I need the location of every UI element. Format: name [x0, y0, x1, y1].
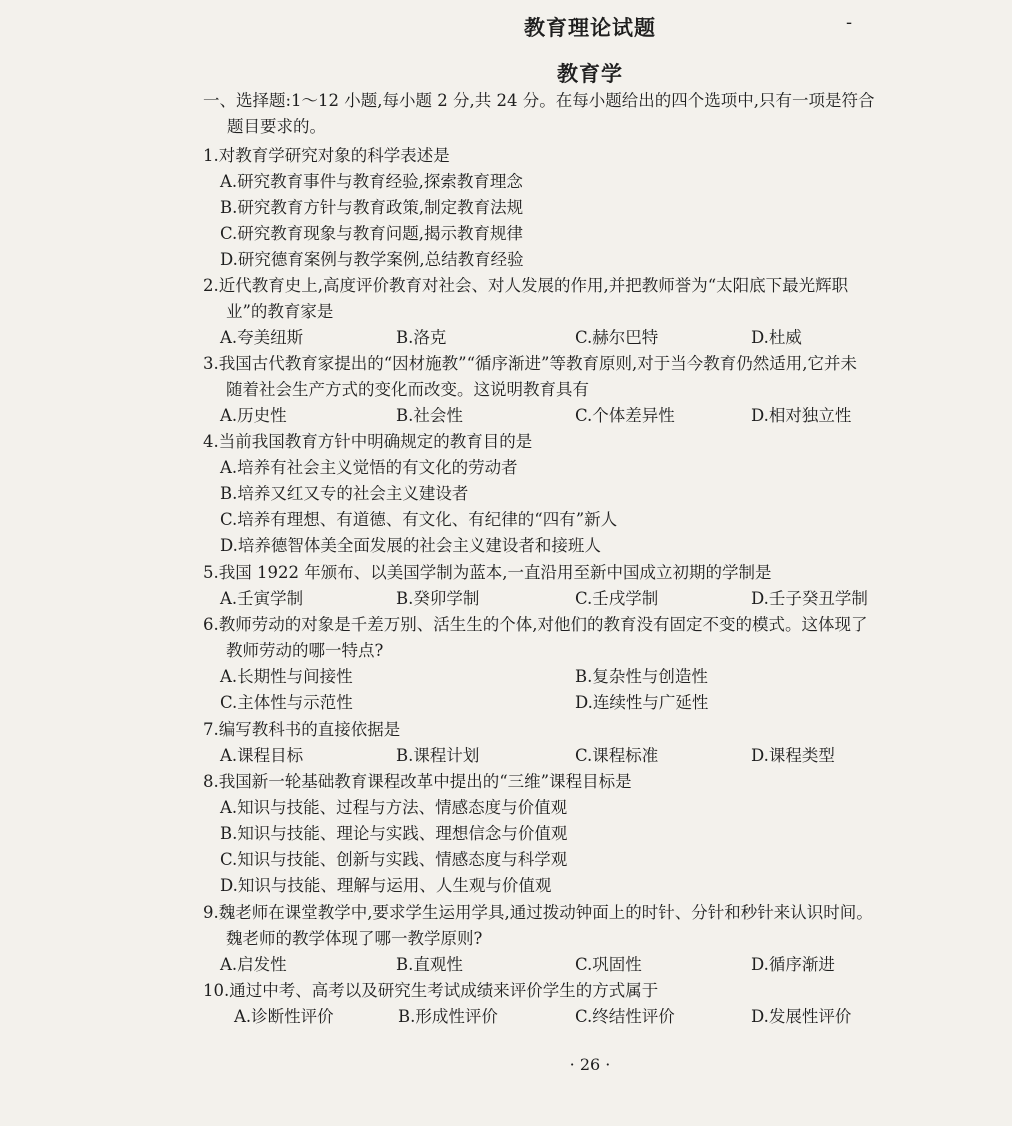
option-b: B.研究教育方针与教育政策,制定教育法规	[220, 198, 524, 217]
option-c: C.终结性评价	[575, 1007, 675, 1026]
option-c: C.研究教育现象与教育问题,揭示教育规律	[220, 224, 524, 243]
question-3	[203, 351, 993, 429]
option-c: C.个体差异性	[575, 406, 675, 425]
option-a: A.培养有社会主义觉悟的有文化的劳动者	[220, 458, 518, 477]
option-d: D.连续性与广延性	[575, 693, 709, 712]
option-d: D.研究德育案例与教学案例,总结教育经验	[220, 250, 524, 269]
option-d: D.发展性评价	[751, 1007, 852, 1026]
section-subject-title: 教育学	[557, 62, 623, 86]
question-stem: 2.近代教育史上,高度评价教育对社会、对人发展的作用,并把教师誉为“太阳底下最光辉职	[203, 276, 849, 295]
page-number: · 26 ·	[569, 1055, 611, 1074]
question-stem-cont: 业”的教育家是	[226, 302, 334, 321]
option-a: A.启发性	[220, 955, 287, 974]
section-instructions	[203, 88, 993, 140]
option-b: B.洛克	[396, 328, 447, 347]
question-stem: 6.教师劳动的对象是千差万别、活生生的个体,对他们的教育没有固定不变的模式。这体现了	[203, 615, 868, 634]
option-b: B.直观性	[396, 955, 463, 974]
question-10	[203, 978, 993, 1030]
section-instructions-line: 题目要求的。	[227, 117, 326, 136]
question-stem-cont: 魏老师的教学体现了哪一教学原则?	[226, 929, 483, 948]
option-c: C.赫尔巴特	[575, 328, 659, 347]
question-9	[203, 900, 993, 978]
option-c: C.知识与技能、创新与实践、情感态度与科学观	[220, 850, 568, 869]
option-c: C.主体性与示范性	[220, 693, 353, 712]
question-stem: 4.当前我国教育方针中明确规定的教育目的是	[203, 432, 533, 451]
option-b: B.癸卯学制	[396, 589, 480, 608]
question-stem: 10.通过中考、高考以及研究生考试成绩来评价学生的方式属于	[203, 981, 659, 1000]
option-c: C.培养有理想、有道德、有文化、有纪律的“四有”新人	[220, 510, 618, 529]
option-c: C.课程标准	[575, 746, 659, 765]
question-stem: 1.对教育学研究对象的科学表述是	[203, 146, 450, 165]
option-b: B.形成性评价	[398, 1007, 498, 1026]
option-b: B.课程计划	[396, 746, 480, 765]
dash-mark: -	[846, 12, 853, 33]
option-c: C.巩固性	[575, 955, 642, 974]
option-b: B.社会性	[396, 406, 463, 425]
option-a: A.历史性	[220, 406, 287, 425]
option-b: B.知识与技能、理论与实践、理想信念与价值观	[220, 824, 568, 843]
question-5	[203, 560, 993, 612]
question-2	[203, 273, 993, 351]
option-b: B.复杂性与创造性	[575, 667, 708, 686]
option-d: D.壬子癸丑学制	[751, 589, 868, 608]
question-stem-cont: 教师劳动的哪一特点?	[226, 641, 384, 660]
question-stem: 9.魏老师在课堂教学中,要求学生运用学具,通过拨动钟面上的时针、分针和秒针来认识时间。	[203, 903, 873, 922]
option-a: A.夸美纽斯	[220, 328, 304, 347]
page-title: 教育理论试题	[524, 16, 656, 40]
option-a: A.诊断性评价	[234, 1007, 334, 1026]
option-d: D.相对独立性	[751, 406, 852, 425]
question-stem: 5.我国 1922 年颁布、以美国学制为蓝本,一直沿用至新中国成立初期的学制是	[203, 563, 772, 582]
question-stem-cont: 随着社会生产方式的变化而改变。这说明教育具有	[226, 380, 589, 399]
question-stem: 7.编写教科书的直接依据是	[203, 720, 401, 739]
option-a: A.长期性与间接性	[220, 667, 353, 686]
option-d: D.循序渐进	[751, 955, 835, 974]
question-1	[203, 143, 993, 273]
option-c: C.壬戌学制	[575, 589, 659, 608]
option-d: D.培养德智体美全面发展的社会主义建设者和接班人	[220, 536, 601, 555]
option-a: A.壬寅学制	[220, 589, 304, 608]
question-8	[203, 769, 993, 899]
question-stem: 8.我国新一轮基础教育课程改革中提出的“三维”课程目标是	[203, 772, 632, 791]
option-b: B.培养又红又专的社会主义建设者	[220, 484, 469, 503]
question-stem: 3.我国古代教育家提出的“因材施教”“循序渐进”等教育原则,对于当今教育仍然适用,它并未	[203, 354, 857, 373]
section-instructions-line: 一、选择题:1～12 小题,每小题 2 分,共 24 分。在每小题给出的四个选项中,只有一项是符合	[203, 91, 875, 110]
option-d: D.知识与技能、理解与运用、人生观与价值观	[220, 876, 552, 895]
question-4	[203, 429, 993, 559]
option-d: D.课程类型	[751, 746, 835, 765]
question-6	[203, 612, 993, 716]
option-d: D.杜威	[751, 328, 802, 347]
question-7	[203, 717, 993, 769]
option-a: A.研究教育事件与教育经验,探索教育理念	[220, 172, 523, 191]
option-a: A.知识与技能、过程与方法、情感态度与价值观	[220, 798, 568, 817]
option-a: A.课程目标	[220, 746, 304, 765]
